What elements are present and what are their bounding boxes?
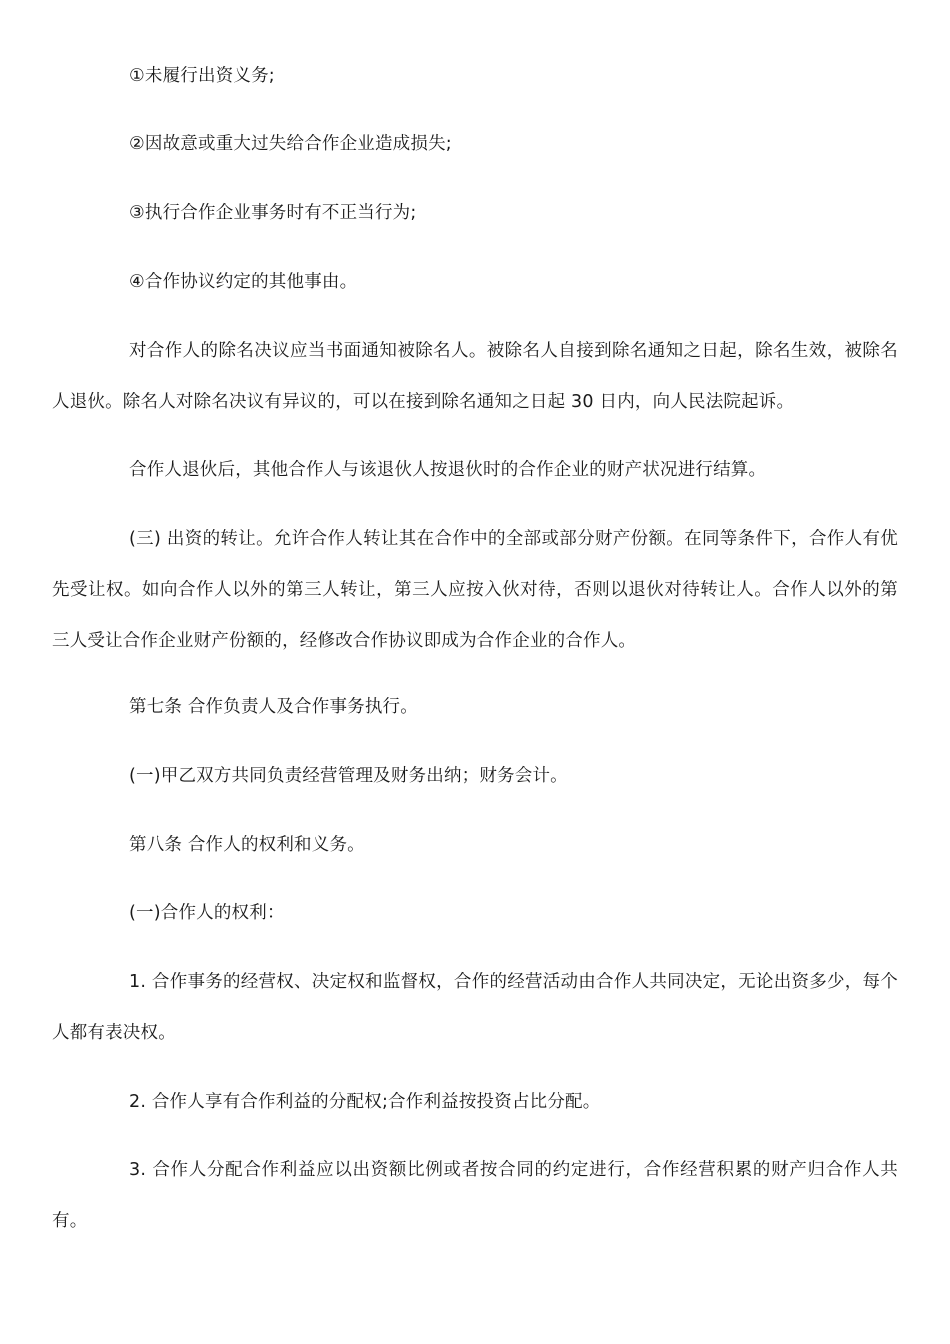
clause-item-1: ①未履行出资义务; — [129, 66, 275, 86]
article-7-heading: 第七条 合作负责人及合作事务执行。 — [129, 697, 418, 717]
rights-subheading: (一)合作人的权利： — [129, 903, 285, 923]
expulsion-notice-paragraph: 对合作人的除名决议应当书面通知被除名人。被除名人自接到除名通知之日起，除名生效，被除名人退伙。除名人对除名决议有异议的，可以在接到除名通知之日起 30 日内，向人民法院起诉。 — [52, 341, 898, 412]
clause-item-4: ④合作协议约定的其他事由。 — [129, 272, 358, 292]
settlement-paragraph: 合作人退伙后，其他合作人与该退伙人按退伙时的合作企业的财产状况进行结算。 — [129, 460, 767, 480]
clause-item-2: ②因故意或重大过失给合作企业造成损失; — [129, 134, 452, 154]
right-item-1: 1. 合作事务的经营权、决定权和监督权，合作的经营活动由合作人共同决定，无论出资多少，每个人都有表决权。 — [52, 972, 898, 1043]
article-8-heading: 第八条 合作人的权利和义务。 — [129, 835, 365, 855]
management-paragraph: (一)甲乙双方共同负责经营管理及财务出纳；财务会计。 — [129, 766, 568, 786]
capital-transfer-paragraph: (三) 出资的转让。允许合作人转让其在合作中的全部或部分财产份额。在同等条件下，合作人有优先受让权。如向合作人以外的第三人转让，第三人应按入伙对待，否则以退伙对待转让人。合作人以外的第三人受让合作企业财产份额的，经修改合作协议即成为合作企业的合作人。 — [52, 529, 898, 651]
clause-item-3: ③执行合作企业事务时有不正当行为; — [129, 203, 417, 223]
right-item-2: 2. 合作人享有合作利益的分配权;合作利益按投资占比分配。 — [129, 1092, 601, 1112]
right-item-3: 3. 合作人分配合作利益应以出资额比例或者按合同的约定进行，合作经营积累的财产归合作人共有。 — [52, 1160, 898, 1231]
